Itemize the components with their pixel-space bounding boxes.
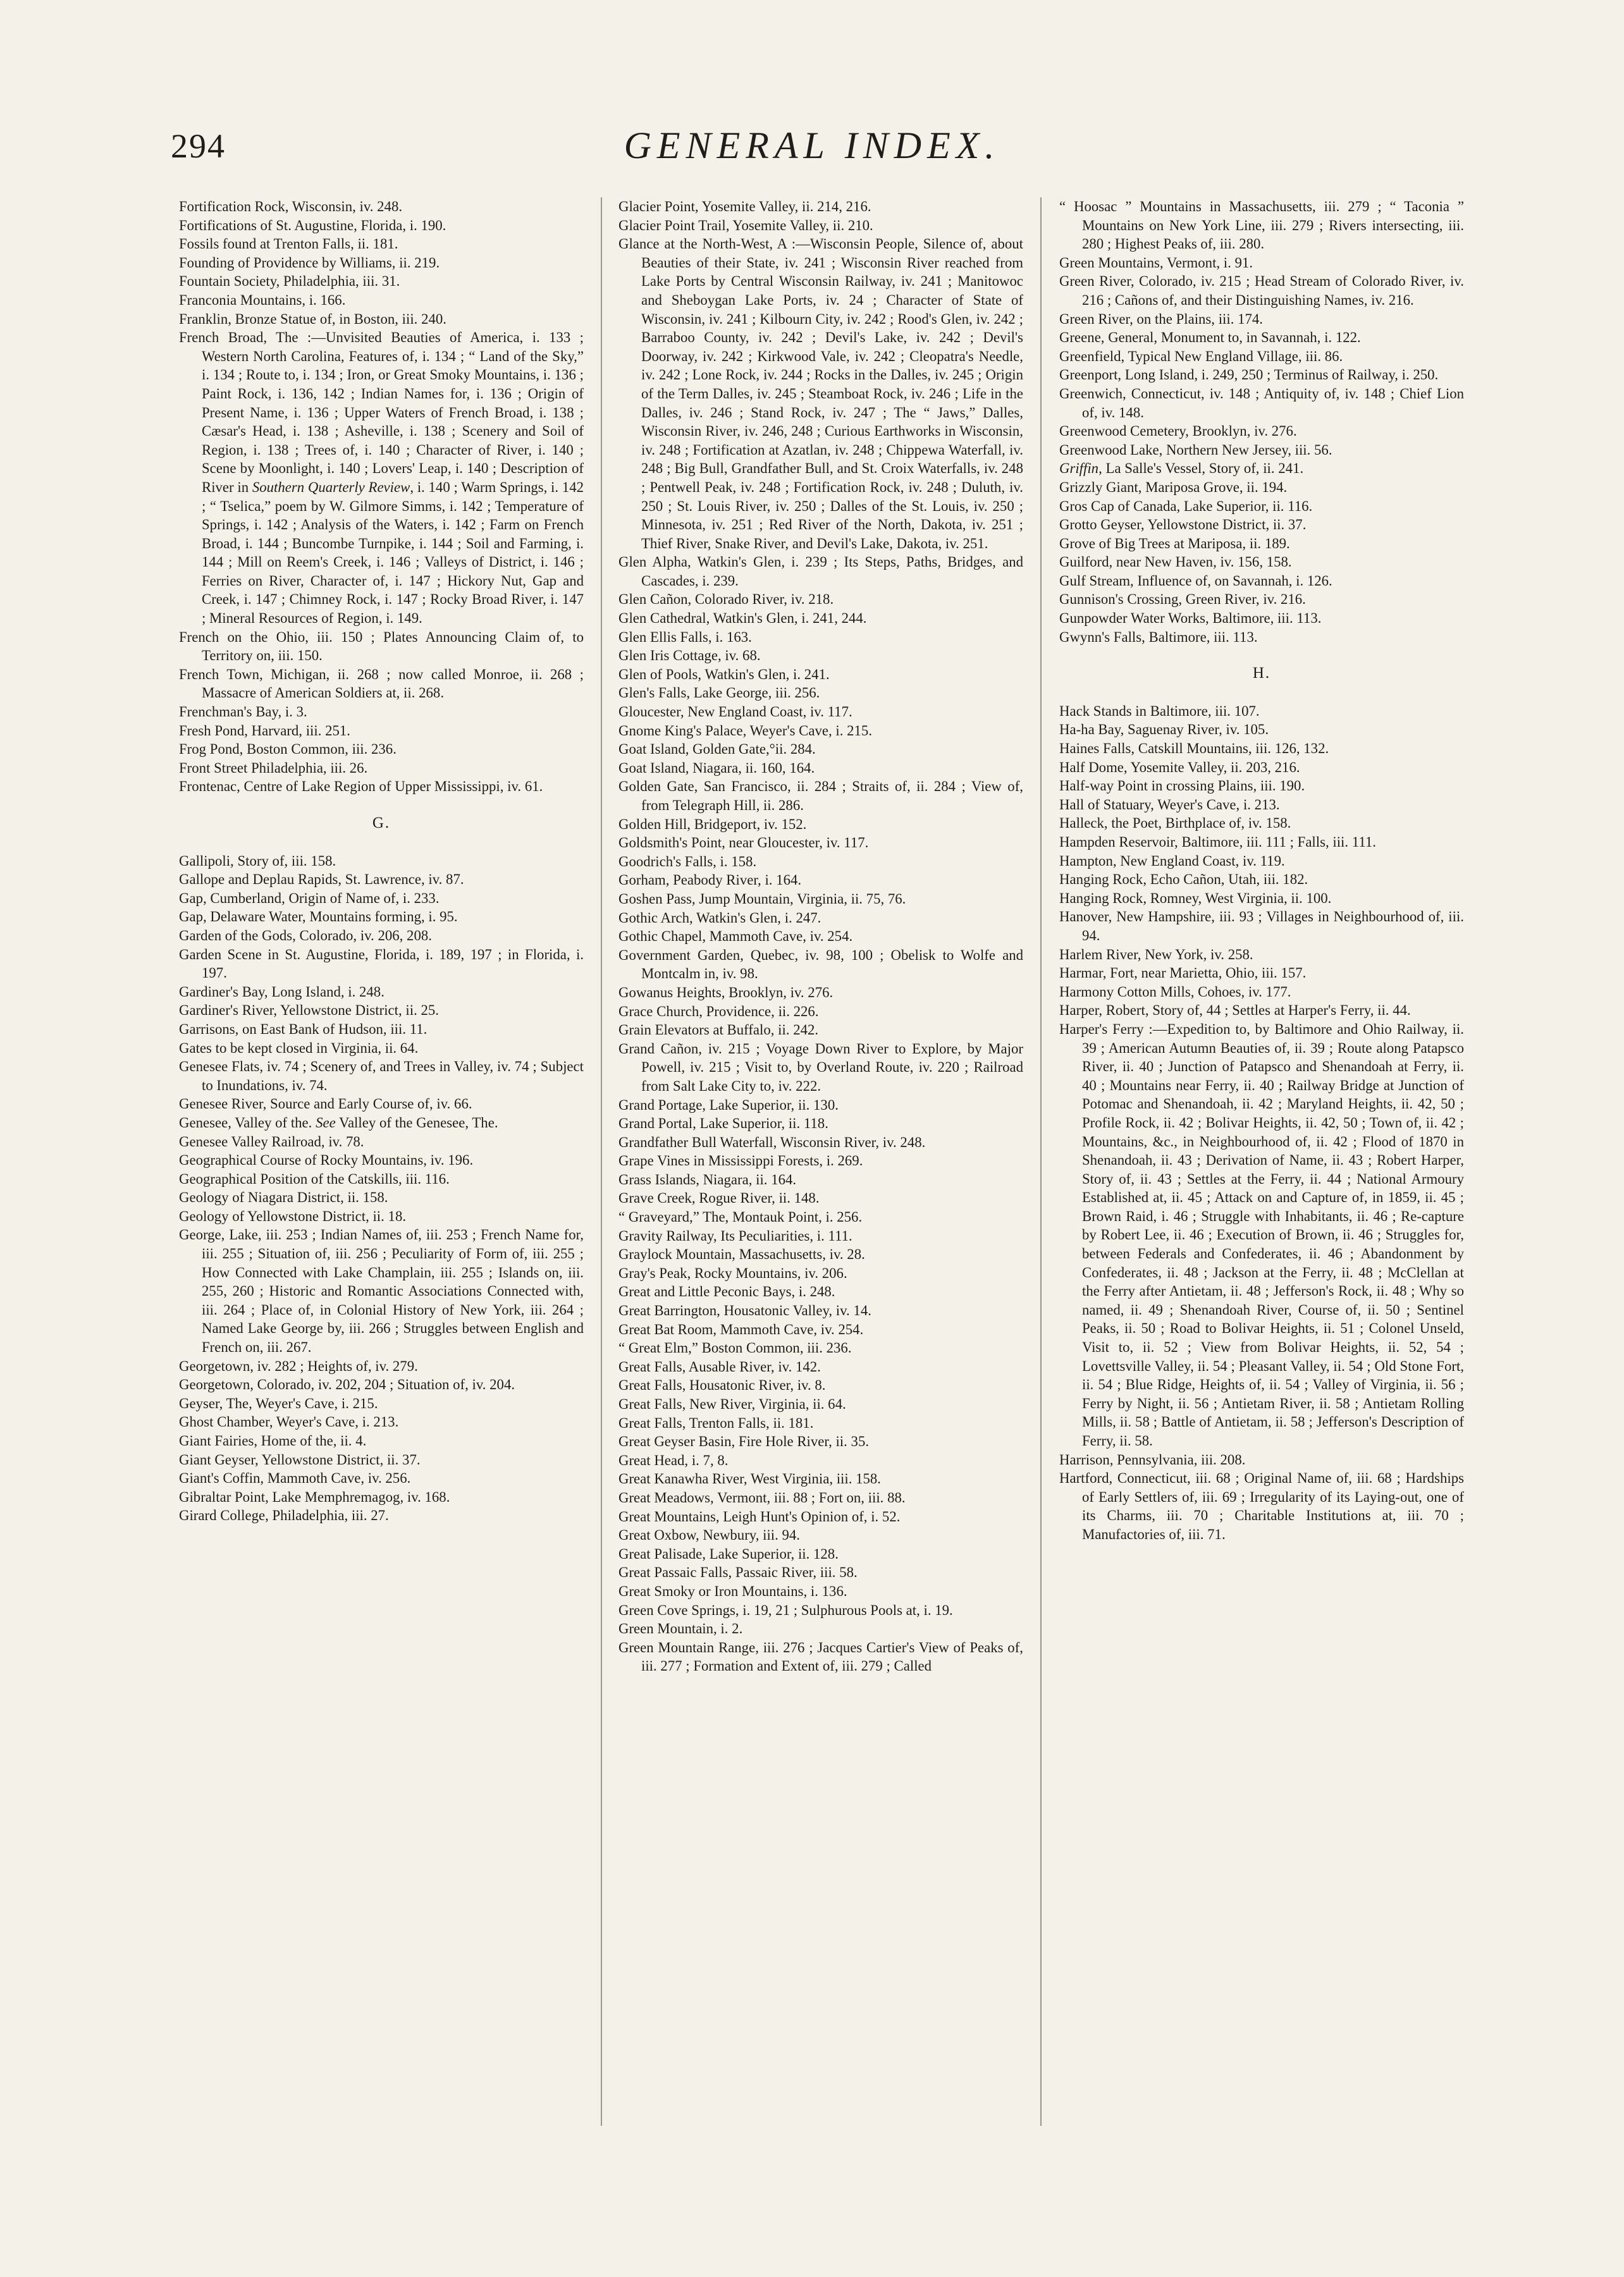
index-entry: Golden Hill, Bridgeport, iv. 152. — [618, 816, 807, 832]
index-entry: Half-way Point in crossing Plains, iii. 190. — [1059, 778, 1305, 794]
index-entry: Glen Ellis Falls, i. 163. — [618, 629, 752, 645]
index-entry: Gallipoli, Story of, iii. 158. — [179, 852, 336, 869]
index-entry: Great Kanawha River, West Virginia, iii. 158. — [618, 1471, 882, 1487]
index-entry: Grand Cañon, iv. 215 ; Voyage Down River to Explore, by Major Powell, iv. 215 ; Visit to, by Overland Route, iv. 220 ; Railroad from Salt Lake City to, iv. 222. — [618, 1040, 1023, 1094]
index-entry: Franklin, Bronze Statue of, in Boston, iii. 240. — [179, 310, 446, 327]
index-entry: Harlem River, New York, iv. 258. — [1059, 946, 1253, 962]
index-entry: Frontenac, Centre of Lake Region of Upper Mississippi, iv. 61. — [179, 778, 543, 795]
index-entry: Glen Iris Cottage, iv. 68. — [618, 648, 761, 664]
index-entry: Hartford, Connecticut, iii. 68 ; Original Name of, iii. 68 ; Hardships of Early Settlers of, iii. 69 ; Irregularity of its Laying-out, one of its Charms, iii. 70 ; Charitable Institutions at, iii. 70 ; Manufactories of, iii. 71. — [1059, 1470, 1464, 1542]
index-entry: “ Graveyard,” The, Montauk Point, i. 256. — [618, 1209, 863, 1225]
index-entry: Harmony Cotton Mills, Cohoes, iv. 177. — [1059, 983, 1291, 1000]
index-entry: Great Head, i. 7, 8. — [618, 1452, 729, 1468]
index-entry: Georgetown, Colorado, iv. 202, 204 ; Situation of, iv. 204. — [179, 1377, 515, 1393]
italic-title: See — [316, 1114, 336, 1131]
index-entry: Gwynn's Falls, Baltimore, iii. 113. — [1059, 629, 1258, 645]
index-entry: French Broad, The :—Unvisited Beauties of America, i. 133 ; Western North Carolina, Features of, i. 134 ; “ Land of the Sky,” i. 134 ; Route to, i. 134 ; Iron, or Great Smoky Mountains, i. 136 ; Paint Rock, i. 136, 142 ; Indian Names for, i. 136 ; Origin of Present Name, i. 136 ; Upper Waters of French Broad, i. 138 ; Cæsar's Head, i. 138 ; Asheville, i. 138 ; Scenery and Soil of Region, i. 138 ; Trees of, i. 140 ; Character of River, i. 140 ; Scene by Moonlight, i. 140 ; Lovers' Leap, i. 140 ; Description of River in Southern Quarterly Review, i. 140 ; Warm Springs, i. 142 ; “ Tselica,” poem by W. Gilmore Simms, i. 142 ; Temperature of Springs, i. 142 ; Analysis of the Waters, i. 142 ; Farm on French Broad, i. 144 ; Buncombe Turnpike, i. 144 ; Soil and Farming, i. 144 ; Mill on Reem's Creek, i. 146 ; Valleys of District, i. 146 ; Ferries on River, Character of, i. 147 ; Hickory Nut, Gap and Creek, i. 147 ; Chimney Rock, i. 147 ; Rocky Broad River, i. 147 ; Mineral Resources of Region, i. 149. — [179, 329, 584, 627]
index-entry: Graylock Mountain, Massachusetts, iv. 28. — [618, 1246, 865, 1263]
index-entry: Gap, Delaware Water, Mountains forming, i. 95. — [179, 909, 458, 925]
index-entry: Genesee River, Source and Early Course of, iv. 66. — [179, 1096, 472, 1112]
index-entry: “ Hoosac ” Mountains in Massachusetts, iii. 279 ; “ Taconia ” Mountains on New York Line, iii. 279 ; Rivers intersecting, iii. 280 ; Highest Peaks of, iii. 280. — [1059, 199, 1464, 252]
index-entry: Frenchman's Bay, i. 3. — [179, 704, 307, 720]
index-entry: Guilford, near New Haven, iv. 156, 158. — [1059, 554, 1292, 570]
index-entry: Gardiner's River, Yellowstone District, ii. 25. — [179, 1002, 439, 1019]
index-entry: Franconia Mountains, i. 166. — [179, 292, 346, 308]
index-entry: Hanging Rock, Romney, West Virginia, ii. 100. — [1059, 890, 1332, 906]
index-entry: Glen of Pools, Watkin's Glen, i. 241. — [618, 666, 830, 682]
index-entry: Hampton, New England Coast, iv. 119. — [1059, 852, 1285, 869]
index-entry: Geographical Course of Rocky Mountains, iv. 196. — [179, 1152, 474, 1169]
index-entry: Gravity Railway, Its Peculiarities, i. 111. — [618, 1227, 852, 1244]
index-entry: Glen's Falls, Lake George, iii. 256. — [618, 685, 820, 701]
index-entry: Gothic Chapel, Mammoth Cave, iv. 254. — [618, 928, 853, 945]
index-column-3 — [1059, 197, 1464, 1544]
page-title: GENERAL INDEX. — [624, 125, 1000, 166]
italic-title: Southern Quarterly Review — [252, 479, 410, 495]
index-entry: Genesee, Valley of the. See Valley of the Genesee, The. — [179, 1114, 498, 1131]
index-entry: Great Palisade, Lake Superior, ii. 128. — [618, 1545, 839, 1562]
index-entry: Great Smoky or Iron Mountains, i. 136. — [618, 1583, 847, 1599]
index-entry: Greenfield, Typical New England Village, iii. 86. — [1059, 348, 1343, 364]
index-entry: Goodrich's Falls, i. 158. — [618, 853, 757, 869]
index-entry: Hanging Rock, Echo Cañon, Utah, iii. 182. — [1059, 871, 1308, 888]
section-heading: H. — [1252, 665, 1271, 682]
index-entry: Grotto Geyser, Yellowstone District, ii. 37. — [1059, 517, 1307, 533]
index-entry: Glen Cathedral, Watkin's Glen, i. 241, 244. — [618, 610, 867, 627]
index-entry: Ghost Chamber, Weyer's Cave, i. 213. — [179, 1414, 399, 1430]
index-entry: Greene, General, Monument to, in Savannah, i. 122. — [1059, 329, 1361, 346]
index-entry: Gunnison's Crossing, Green River, iv. 216. — [1059, 591, 1306, 608]
index-entry: Grain Elevators at Buffalo, ii. 242. — [618, 1022, 819, 1038]
index-entry: Great Passaic Falls, Passaic River, iii. 58. — [618, 1564, 858, 1581]
index-entry: Haines Falls, Catskill Mountains, iii. 126, 132. — [1059, 740, 1329, 757]
index-entry: Gnome King's Palace, Weyer's Cave, i. 215. — [618, 722, 873, 739]
index-entry: Great Oxbow, Newbury, iii. 94. — [618, 1527, 801, 1544]
index-entry: George, Lake, iii. 253 ; Indian Names of, iii. 253 ; French Name for, iii. 255 ; Situation of, iii. 256 ; Peculiarity of Form of, iii. 255 ; How Connected with Lake Champlain, iii. 255 ; Islands on, iii. 255, 260 ; Historic and Romantic Associations Connected with, iii. 264 ; Place of, in Colonial History of New York, iii. 264 ; Named Lake George by, iii. 266 ; Struggles between English and French on, iii. 267. — [179, 1227, 584, 1356]
index-entry: Geyser, The, Weyer's Cave, i. 215. — [179, 1395, 378, 1411]
index-entry: Great and Little Peconic Bays, i. 248. — [618, 1284, 835, 1300]
index-entry: French on the Ohio, iii. 150 ; Plates Announcing Claim of, to Territory on, iii. 150. — [179, 629, 584, 664]
index-entry: Greenport, Long Island, i. 249, 250 ; Terminus of Railway, i. 250. — [1059, 367, 1439, 383]
index-entry: Gothic Arch, Watkin's Glen, i. 247. — [618, 909, 821, 926]
index-entry: French Town, Michigan, ii. 268 ; now called Monroe, ii. 268 ; Massacre of American Soldiers at, ii. 268. — [179, 666, 584, 701]
index-entry: Glance at the North-West, A :—Wisconsin People, Silence of, about Beauties of their State, iv. 241 ; Wisconsin River reached from Lake Ports by Central Wisconsin Railway, iv. 241 ; Manitowoc and Sheboygan Lake Ports, iv. 24 ; Character of State of Wisconsin, iv. 241 ; Kilbourn City, iv. 242 ; Rood's Glen, iv. 242 ; Barraboo County, iv. 242 ; Devil's Lake, iv. 242 ; Devil's Doorway, iv. 242 ; Kirkwood Vale, iv. 242 ; Cleopatra's Needle, iv. 242 ; Lone Rock, iv. 244 ; Rocks in the Dalles, iv. 245 ; Origin of the Term Dalles, iv. 245 ; Steamboat Rock, iv. 246 ; Life in the Dalles, iv. 246 ; Stand Rock, iv. 247 ; The “ Jaws,” Dalles, Wisconsin River, iv. 246, 248 ; Curious Earthworks in Wisconsin, iv. 248 ; Fortification at Azatlan, iv. 248 ; Chippewa Waterfall, iv. 248 ; Big Bull, Grandfather Bull, and St. Croix Waterfalls, iv. 248 ; Pentwell Peak, iv. 248 ; Fortification Rock, iv. 248 ; Duluth, iv. 250 ; St. Louis River, iv. 250 ; Dalles of the St. Louis, iv. 250 ; Minnesota, iv. 251 ; Red River of the North, Dakota, iv. 251 ; Thief River, Snake River, and Devil's Lake, Dakota, iv. 251. — [618, 236, 1023, 551]
index-entry: Griffin, La Salle's Vessel, Story of, ii. 241. — [1059, 460, 1304, 477]
column-rule — [1040, 197, 1042, 2126]
index-entry: Gros Cap of Canada, Lake Superior, ii. 116. — [1059, 498, 1313, 514]
index-entry: Green Mountain, i. 2. — [618, 1621, 743, 1637]
index-entry: Gunpowder Water Works, Baltimore, iii. 113. — [1059, 610, 1322, 627]
index-entry: Fortification Rock, Wisconsin, iv. 248. — [179, 199, 403, 214]
index-entry: Great Bat Room, Mammoth Cave, iv. 254. — [618, 1321, 864, 1337]
index-entry: Goat Island, Golden Gate,°ii. 284. — [618, 741, 816, 758]
index-entry: Grand Portage, Lake Superior, ii. 130. — [618, 1096, 839, 1113]
index-entry: Harmar, Fort, near Marietta, Ohio, iii. 157. — [1059, 965, 1307, 981]
index-entry: Green River, on the Plains, iii. 174. — [1059, 310, 1263, 327]
index-entry: Gowanus Heights, Brooklyn, iv. 276. — [618, 984, 834, 1000]
index-entry: Girard College, Philadelphia, iii. 27. — [179, 1507, 389, 1524]
index-entry: Ha-ha Bay, Saguenay River, iv. 105. — [1059, 721, 1269, 738]
index-entry: Gloucester, New England Coast, iv. 117. — [618, 704, 852, 720]
index-entry: Government Garden, Quebec, iv. 98, 100 ; Obelisk to Wolfe and Montcalm in, iv. 98. — [618, 947, 1023, 982]
index-entry: Founding of Providence by Williams, ii. 219. — [179, 254, 440, 271]
index-entry: Goat Island, Niagara, ii. 160, 164. — [618, 759, 815, 776]
index-entry: Gates to be kept closed in Virginia, ii. 64. — [179, 1040, 419, 1056]
index-entry: Green River, Colorado, iv. 215 ; Head Stream of Colorado River, iv. 216 ; Cañons of, and their Distinguishing Names, iv. 216. — [1059, 273, 1464, 308]
index-entry: Giant's Coffin, Mammoth Cave, iv. 256. — [179, 1470, 411, 1487]
index-entry: Gap, Cumberland, Origin of Name of, i. 233. — [179, 890, 440, 906]
index-entry: “ Great Elm,” Boston Common, iii. 236. — [618, 1340, 852, 1356]
index-entry: Geographical Position of the Catskills, iii. 116. — [179, 1170, 450, 1187]
index-entry: Goshen Pass, Jump Mountain, Virginia, ii. 75, 76. — [618, 890, 906, 907]
index-entry: Genesee Flats, iv. 74 ; Scenery of, and Trees in Valley, iv. 74 ; Subject to Inundations, iv. 74. — [179, 1059, 584, 1093]
index-entry: Front Street Philadelphia, iii. 26. — [179, 759, 368, 776]
index-entry: Geology of Yellowstone District, ii. 18. — [179, 1208, 407, 1224]
index-entry: Hampden Reservoir, Baltimore, iii. 111 ; Falls, iii. 111. — [1059, 834, 1376, 850]
index-entry: Gibraltar Point, Lake Memphremagog, iv. 168. — [179, 1488, 450, 1505]
index-entry: Great Mountains, Leigh Hunt's Opinion of, i. 52. — [618, 1508, 901, 1525]
index-entry: Goldsmith's Point, near Gloucester, iv. 117. — [618, 835, 869, 851]
index-entry: Green Cove Springs, i. 19, 21 ; Sulphurous Pools at, i. 19. — [618, 1602, 953, 1618]
index-entry: Grove of Big Trees at Mariposa, ii. 189. — [1059, 535, 1290, 551]
italic-title: Griffin — [1059, 460, 1099, 477]
index-entry: Grandfather Bull Waterfall, Wisconsin River, iv. 248. — [618, 1134, 926, 1150]
index-entry: Green Mountains, Vermont, i. 91. — [1059, 254, 1253, 271]
index-column-2 — [618, 197, 1023, 1676]
index-entry: Golden Gate, San Francisco, ii. 284 ; Straits of, ii. 284 ; View of, from Telegraph Hill, ii. 286. — [618, 778, 1023, 813]
index-entry: Grizzly Giant, Mariposa Grove, ii. 194. — [1059, 479, 1288, 495]
index-entry: Harper's Ferry :—Expedition to, by Baltimore and Ohio Railway, ii. 39 ; American Autumn Beauties of, ii. 39 ; Route along Patapsco River, ii. 40 ; Junction of Patapsco and Shenandoah at Ferry, ii. 40 ; Mountains near Ferry, ii. 40 ; Railway Bridge at Junction of Potomac and Shenandoah, ii. 42 ; Maryland Heights, ii. 42, 50 ; Profile Rock, ii. 42 ; Bolivar Heights, ii. 42, 50 ; Town of, ii. 42 ; Mountains, &c., in Neighbourhood of, ii. 42 ; Flood of 1870 in Shenandoah, ii. 43 ; Derivation of Name, ii. 43 ; Robert Harper, Story of, ii. 43 ; Settles at the Ferry, ii. 44 ; National Armoury Established at, ii. 45 ; Attack on and Capture of, in 1859, ii. 45 ; Brown Raid, i. 46 ; Struggle with Inhabitants, ii. 46 ; Re-capture by Robert Lee, ii. 46 ; Execution of Brown, ii. 46 ; Struggles for, between Federals and Confederates, ii. 46 ; Abandonment by Confederates, ii. 48 ; Jackson at the Ferry, ii. 48 ; McClellan at the Ferry after Antietam, ii. 48 ; Jefferson's Rock, ii. 48 ; Why so named, ii. 49 ; Shenandoah River, Course of, ii. 50 ; Sentinel Peaks, ii. 50 ; Road to Bolivar Heights, ii. 51 ; Colonel Unseld, Visit to, ii. 52 ; View from Bolivar Heights, ii. 52, 54 ; Lovettsville Valley, ii. 54 ; Pleasant Valley, ii. 54 ; Old Stone Fort, ii. 54 ; Blue Ridge, Heights of, ii. 54 ; Valley of Virginia, ii. 56 ; Ferry by Night, ii. 56 ; Antietam River, ii. 58 ; Antietam Rolling Mills, ii. 58 ; Battle of Antietam, ii. 58 ; Jefferson's Description of Ferry, ii. 58. — [1059, 1021, 1464, 1449]
index-entry: Great Falls, Housatonic River, iv. 8. — [618, 1377, 826, 1394]
index-entry: Hanover, New Hampshire, iii. 93 ; Villages in Neighbourhood of, iii. 94. — [1059, 909, 1464, 943]
page-number: 294 — [171, 127, 226, 165]
index-entry: Gorham, Peabody River, i. 164. — [618, 872, 802, 888]
index-entry: Great Falls, Ausable River, iv. 142. — [618, 1358, 821, 1375]
index-entry: Gulf Stream, Influence of, on Savannah, i. 126. — [1059, 572, 1332, 589]
index-entry: Harper, Robert, Story of, 44 ; Settles at Harper's Ferry, ii. 44. — [1059, 1002, 1411, 1019]
index-entry: Fresh Pond, Harvard, iii. 251. — [179, 722, 351, 739]
index-entry: Giant Geyser, Yellowstone District, ii. 37. — [179, 1451, 421, 1468]
index-entry: Geology of Niagara District, ii. 158. — [179, 1189, 388, 1206]
index-entry: Great Barrington, Housatonic Valley, iv. 14. — [618, 1303, 871, 1319]
section-heading: G. — [372, 814, 391, 832]
index-column-1 — [179, 197, 584, 1525]
index-entry: Glacier Point, Yosemite Valley, ii. 214, 216. — [618, 199, 871, 214]
column-rule — [601, 197, 602, 2126]
index-entry: Grave Creek, Rogue River, ii. 148. — [618, 1190, 820, 1206]
index-entry: Grand Portal, Lake Superior, ii. 118. — [618, 1115, 828, 1132]
index-entry: Hall of Statuary, Weyer's Cave, i. 213. — [1059, 796, 1280, 813]
index-entry: Great Meadows, Vermont, iii. 88 ; Fort on, iii. 88. — [618, 1489, 906, 1506]
index-entry: Georgetown, iv. 282 ; Heights of, iv. 279. — [179, 1358, 418, 1374]
index-entry: Harrison, Pennsylvania, iii. 208. — [1059, 1451, 1246, 1468]
index-entry: Garden of the Gods, Colorado, iv. 206, 208. — [179, 927, 432, 943]
index-entry: Garden Scene in St. Augustine, Florida, i. 189, 197 ; in Florida, i. 197. — [179, 946, 584, 981]
index-entry: Gray's Peak, Rocky Mountains, iv. 206. — [618, 1265, 847, 1281]
index-entry: Great Falls, Trenton Falls, ii. 181. — [618, 1415, 814, 1431]
index-entry: Grace Church, Providence, ii. 226. — [618, 1003, 819, 1019]
index-entry: Halleck, the Poet, Birthplace of, iv. 158. — [1059, 815, 1291, 832]
index-entry: Green Mountain Range, iii. 276 ; Jacques Cartier's View of Peaks of, iii. 277 ; Formation and Extent of, iii. 279 ; Called — [618, 1639, 1023, 1674]
index-entry: Greenwood Lake, Northern New Jersey, iii. 56. — [1059, 441, 1332, 458]
index-entry: Genesee Valley Railroad, iv. 78. — [179, 1133, 364, 1150]
index-entry: Glen Alpha, Watkin's Glen, i. 239 ; Its Steps, Paths, Bridges, and Cascades, i. 239. — [618, 554, 1023, 589]
index-entry: Grass Islands, Niagara, ii. 164. — [618, 1171, 797, 1188]
index-entry: Great Falls, New River, Virginia, ii. 64. — [618, 1396, 846, 1412]
index-entry: Fortifications of St. Augustine, Florida, i. 190. — [179, 217, 446, 233]
index-entry: Fossils found at Trenton Falls, ii. 181. — [179, 236, 398, 252]
index-entry: Greenwich, Connecticut, iv. 148 ; Antiquity of, iv. 148 ; Chief Lion of, iv. 148. — [1059, 385, 1464, 420]
index-entry: Giant Fairies, Home of the, ii. 4. — [179, 1433, 367, 1449]
index-entry: Garrisons, on East Bank of Hudson, iii. 11. — [179, 1021, 428, 1037]
index-entry: Greenwood Cemetery, Brooklyn, iv. 276. — [1059, 423, 1297, 439]
index-entry: Gallope and Deplau Rapids, St. Lawrence, iv. 87. — [179, 871, 464, 888]
index-entry: Frog Pond, Boston Common, iii. 236. — [179, 741, 397, 758]
index-entry: Half Dome, Yosemite Valley, ii. 203, 216. — [1059, 759, 1300, 775]
index-entry: Glacier Point Trail, Yosemite Valley, ii. 210. — [618, 217, 873, 233]
index-entry: Gardiner's Bay, Long Island, i. 248. — [179, 983, 384, 1000]
index-entry: Glen Cañon, Colorado River, iv. 218. — [618, 591, 834, 608]
index-entry: Hack Stands in Baltimore, iii. 107. — [1059, 703, 1260, 719]
index-entry: Great Geyser Basin, Fire Hole River, ii. 35. — [618, 1433, 870, 1450]
index-entry: Fountain Society, Philadelphia, iii. 31. — [179, 273, 400, 290]
index-entry: Grape Vines in Mississippi Forests, i. 269. — [618, 1153, 863, 1169]
